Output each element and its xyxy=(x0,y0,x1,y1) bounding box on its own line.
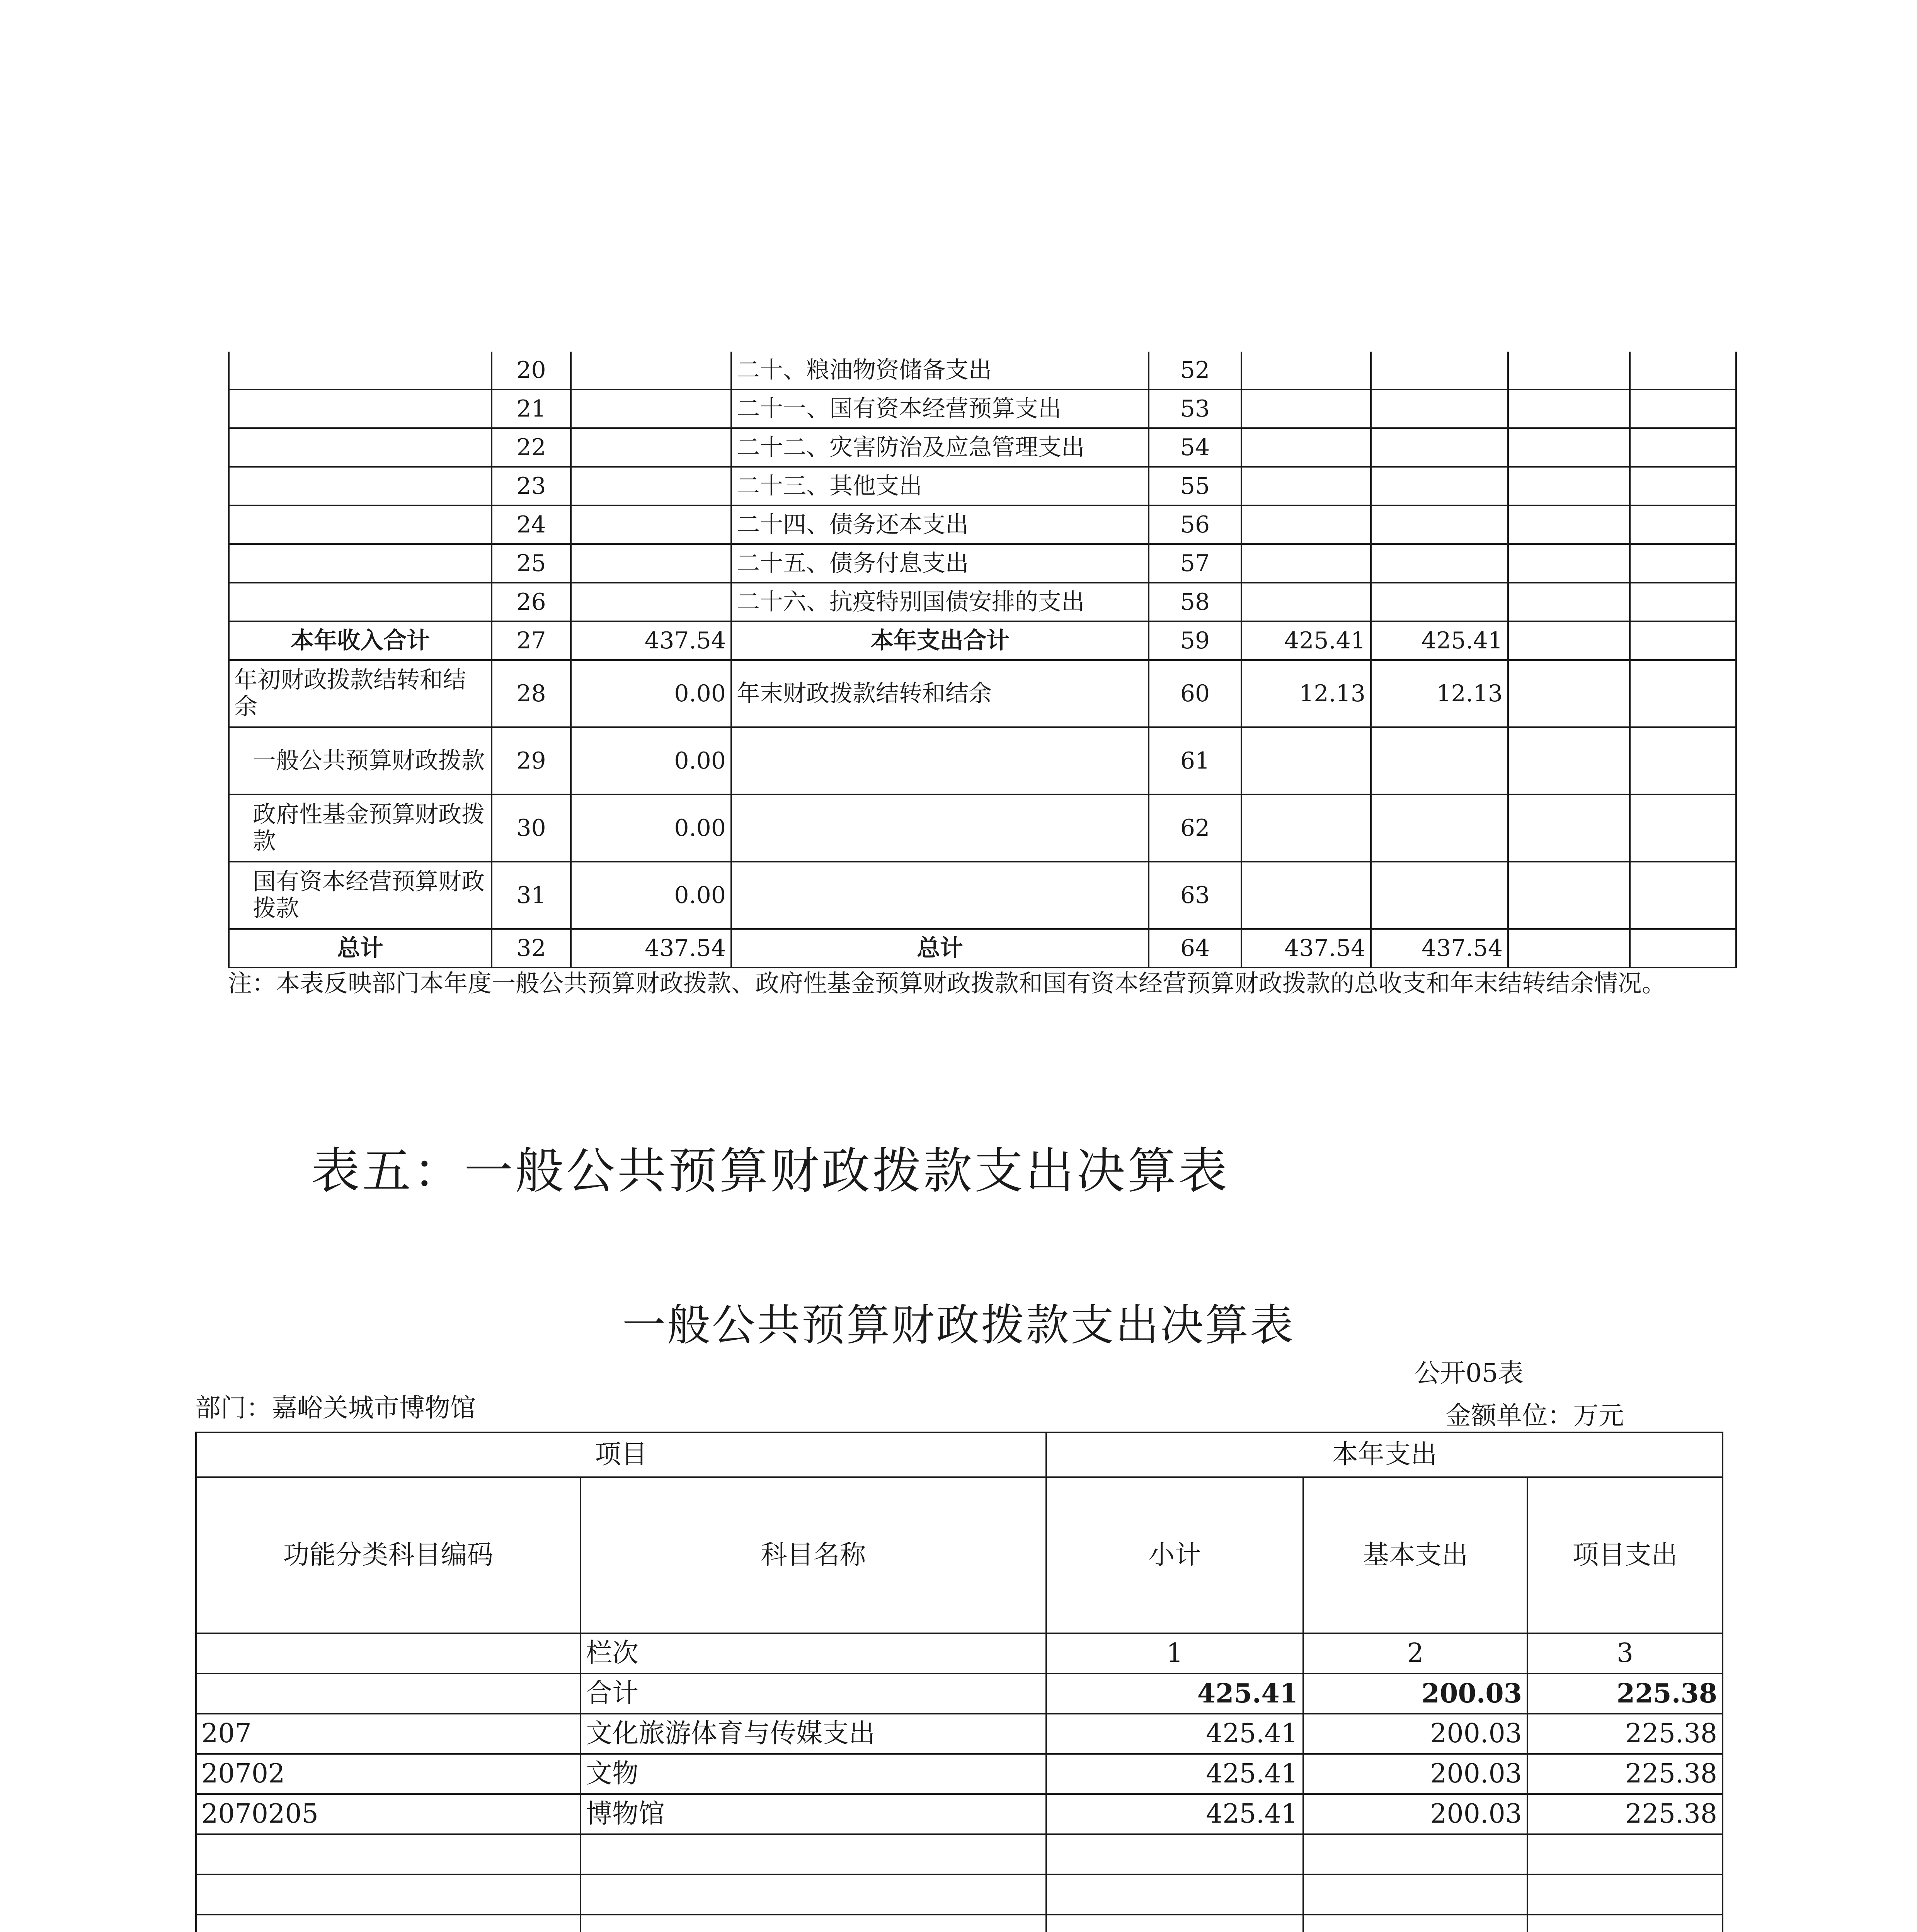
cell: 59 xyxy=(1149,621,1241,660)
table-title: 一般公共预算财政拨款支出决算表 xyxy=(622,1300,1295,1350)
cell xyxy=(196,1834,581,1874)
summary-table-continuation xyxy=(228,352,1737,968)
cell: 200.03 xyxy=(1303,1794,1527,1834)
cell xyxy=(1371,862,1508,929)
table-row-grand-total xyxy=(229,929,1736,968)
cell xyxy=(1630,544,1736,583)
cell: 21 xyxy=(492,389,571,428)
cell: 425.41 xyxy=(1046,1754,1303,1794)
cell: 200.03 xyxy=(1303,1754,1527,1794)
cell: 博物馆 xyxy=(581,1794,1046,1834)
cell xyxy=(1508,389,1630,428)
cell: 200.03 xyxy=(1303,1714,1527,1754)
cell: 20 xyxy=(492,352,571,389)
cell xyxy=(1241,544,1371,583)
cell xyxy=(1241,428,1371,467)
cell: 总计 xyxy=(229,929,492,968)
cell xyxy=(1630,467,1736,505)
table-row xyxy=(196,1915,1723,1932)
cell: 225.38 xyxy=(1527,1794,1723,1834)
col-subtotal: 小计 xyxy=(1046,1477,1303,1633)
table-row xyxy=(196,1874,1723,1915)
cell xyxy=(1630,428,1736,467)
cell: 26 xyxy=(492,583,571,621)
table-row xyxy=(229,544,1736,583)
cell: 29 xyxy=(492,727,571,794)
col-code: 功能分类科目编码 xyxy=(196,1477,581,1633)
cell: 二十、粮油物资储备支出 xyxy=(731,352,1149,389)
cell xyxy=(1241,862,1371,929)
cell: 62 xyxy=(1149,794,1241,862)
cell xyxy=(1630,929,1736,968)
cell xyxy=(1241,505,1371,544)
cell: 31 xyxy=(492,862,571,929)
cell: 一般公共预算财政拨款 xyxy=(229,727,492,794)
table-note: 注：本表反映部门本年度一般公共预算财政拨款、政府性基金预算财政拨款和国有资本经营预算财政拨款的总收支和年末结转结余情况。 xyxy=(228,969,1666,997)
cell xyxy=(1508,929,1630,968)
cell xyxy=(1241,352,1371,389)
cell xyxy=(1303,1834,1527,1874)
cell: 52 xyxy=(1149,352,1241,389)
cell xyxy=(196,1633,581,1673)
cell xyxy=(1630,352,1736,389)
cell xyxy=(1508,660,1630,727)
cell: 0.00 xyxy=(571,660,731,727)
cell: 225.38 xyxy=(1527,1754,1723,1794)
cell xyxy=(1303,1915,1527,1932)
cell xyxy=(196,1874,581,1915)
table-row xyxy=(229,505,1736,544)
col-name: 科目名称 xyxy=(581,1477,1046,1633)
table-row xyxy=(229,352,1736,389)
cell xyxy=(1371,727,1508,794)
cell xyxy=(1241,467,1371,505)
cell: 二十三、其他支出 xyxy=(731,467,1149,505)
cell xyxy=(731,794,1149,862)
cell: 64 xyxy=(1149,929,1241,968)
cell xyxy=(1303,1874,1527,1915)
cell xyxy=(1508,544,1630,583)
cell: 政府性基金预算财政拨款 xyxy=(229,794,492,862)
cell: 二十四、债务还本支出 xyxy=(731,505,1149,544)
header-item: 项目 xyxy=(196,1432,1046,1477)
cell xyxy=(571,352,731,389)
cell: 12.13 xyxy=(1371,660,1508,727)
column-number-row xyxy=(196,1633,1723,1673)
cell xyxy=(1630,505,1736,544)
cell xyxy=(1046,1915,1303,1932)
cell xyxy=(1508,505,1630,544)
department-label: 部门：嘉峪关城市博物馆 xyxy=(195,1393,476,1423)
cell xyxy=(1508,583,1630,621)
cell: 国有资本经营预算财政拨款 xyxy=(229,862,492,929)
table-row xyxy=(229,660,1736,727)
col-number: 3 xyxy=(1527,1633,1723,1673)
cell xyxy=(1527,1874,1723,1915)
cell xyxy=(581,1834,1046,1874)
cell xyxy=(1630,583,1736,621)
cell: 24 xyxy=(492,505,571,544)
cell xyxy=(1527,1834,1723,1874)
table-row xyxy=(196,1794,1723,1834)
cell xyxy=(731,727,1149,794)
cell: 57 xyxy=(1149,544,1241,583)
cell: 63 xyxy=(1149,862,1241,929)
table-code: 公开05表 xyxy=(1415,1358,1524,1388)
cell: 425.41 xyxy=(1046,1794,1303,1834)
expenditure-table xyxy=(195,1432,1723,1932)
cell xyxy=(1241,794,1371,862)
cell xyxy=(571,505,731,544)
cell xyxy=(1527,1915,1723,1932)
header-spend: 本年支出 xyxy=(1046,1432,1723,1477)
cell xyxy=(1241,583,1371,621)
table-row xyxy=(229,389,1736,428)
cell: 61 xyxy=(1149,727,1241,794)
cell xyxy=(1508,467,1630,505)
cell: 60 xyxy=(1149,660,1241,727)
cell: 0.00 xyxy=(571,794,731,862)
cell: 二十五、债务付息支出 xyxy=(731,544,1149,583)
cell: 30 xyxy=(492,794,571,862)
cell xyxy=(1371,389,1508,428)
cell xyxy=(571,428,731,467)
cell: 25 xyxy=(492,544,571,583)
table-row xyxy=(229,862,1736,929)
cell xyxy=(1508,727,1630,794)
cell xyxy=(571,389,731,428)
cell: 55 xyxy=(1149,467,1241,505)
cell xyxy=(1046,1874,1303,1915)
subheader-row xyxy=(196,1477,1723,1633)
cell xyxy=(731,862,1149,929)
cell xyxy=(1630,660,1736,727)
cell xyxy=(229,505,492,544)
table-row xyxy=(229,467,1736,505)
cell: 22 xyxy=(492,428,571,467)
table-row xyxy=(229,583,1736,621)
cell xyxy=(1371,583,1508,621)
cell: 文物 xyxy=(581,1754,1046,1794)
cell: 12.13 xyxy=(1241,660,1371,727)
cell: 本年支出合计 xyxy=(731,621,1149,660)
cell xyxy=(571,544,731,583)
cell xyxy=(1371,505,1508,544)
cell: 200.03 xyxy=(1303,1673,1527,1714)
cell: 23 xyxy=(492,467,571,505)
cell: 437.54 xyxy=(571,621,731,660)
cell xyxy=(581,1915,1046,1932)
col-basic: 基本支出 xyxy=(1303,1477,1527,1633)
table-row xyxy=(229,727,1736,794)
cell xyxy=(1371,467,1508,505)
unit-label: 金额单位：万元 xyxy=(1445,1401,1624,1430)
table-row xyxy=(196,1834,1723,1874)
cell: 二十一、国有资本经营预算支出 xyxy=(731,389,1149,428)
table-row xyxy=(196,1754,1723,1794)
cell xyxy=(1241,389,1371,428)
cell xyxy=(1630,389,1736,428)
col-project: 项目支出 xyxy=(1527,1477,1723,1633)
table-row xyxy=(196,1714,1723,1754)
cell: 年初财政拨款结转和结余 xyxy=(229,660,492,727)
cell: 合计 xyxy=(581,1673,1046,1714)
cell xyxy=(1508,862,1630,929)
cell xyxy=(1371,544,1508,583)
cell: 0.00 xyxy=(571,862,731,929)
cell: 225.38 xyxy=(1527,1673,1723,1714)
header-row xyxy=(196,1432,1723,1477)
cell xyxy=(196,1673,581,1714)
cell xyxy=(1371,428,1508,467)
cell xyxy=(1508,428,1630,467)
cell: 32 xyxy=(492,929,571,968)
table-row-total xyxy=(196,1673,1723,1714)
cell: 54 xyxy=(1149,428,1241,467)
cell: 2070205 xyxy=(196,1794,581,1834)
cell: 53 xyxy=(1149,389,1241,428)
section-heading: 表五：一般公共预算财政拨款支出决算表 xyxy=(311,1143,1229,1199)
cell xyxy=(229,352,492,389)
cell: 二十六、抗疫特别国债安排的支出 xyxy=(731,583,1149,621)
cell xyxy=(229,544,492,583)
cell xyxy=(1630,621,1736,660)
cell xyxy=(1046,1834,1303,1874)
col-number: 1 xyxy=(1046,1633,1303,1673)
table-row xyxy=(229,428,1736,467)
cell xyxy=(1241,727,1371,794)
cell: 本年收入合计 xyxy=(229,621,492,660)
cell xyxy=(1371,794,1508,862)
cell xyxy=(196,1915,581,1932)
cell: 437.54 xyxy=(1241,929,1371,968)
cell: 58 xyxy=(1149,583,1241,621)
cell xyxy=(1508,621,1630,660)
cell: 425.41 xyxy=(1371,621,1508,660)
cell xyxy=(1508,352,1630,389)
cell: 225.38 xyxy=(1527,1714,1723,1754)
cell: 425.41 xyxy=(1241,621,1371,660)
cell: 年末财政拨款结转和结余 xyxy=(731,660,1149,727)
cell xyxy=(1371,352,1508,389)
cell: 文化旅游体育与传媒支出 xyxy=(581,1714,1046,1754)
col-number: 2 xyxy=(1303,1633,1527,1673)
cell xyxy=(229,467,492,505)
cell xyxy=(229,428,492,467)
cell: 437.54 xyxy=(1371,929,1508,968)
cell: 28 xyxy=(492,660,571,727)
table-row-income-total xyxy=(229,621,1736,660)
cell xyxy=(1630,862,1736,929)
lanci-label: 栏次 xyxy=(581,1633,1046,1673)
cell: 27 xyxy=(492,621,571,660)
cell: 0.00 xyxy=(571,727,731,794)
cell xyxy=(571,467,731,505)
cell: 437.54 xyxy=(571,929,731,968)
cell: 56 xyxy=(1149,505,1241,544)
cell: 20702 xyxy=(196,1754,581,1794)
cell: 425.41 xyxy=(1046,1714,1303,1754)
cell xyxy=(1630,794,1736,862)
cell xyxy=(1630,727,1736,794)
cell: 二十二、灾害防治及应急管理支出 xyxy=(731,428,1149,467)
cell: 207 xyxy=(196,1714,581,1754)
cell: 425.41 xyxy=(1046,1673,1303,1714)
table-row xyxy=(229,794,1736,862)
cell xyxy=(1508,794,1630,862)
cell xyxy=(581,1874,1046,1915)
cell xyxy=(229,583,492,621)
cell: 总计 xyxy=(731,929,1149,968)
cell xyxy=(229,389,492,428)
cell xyxy=(571,583,731,621)
